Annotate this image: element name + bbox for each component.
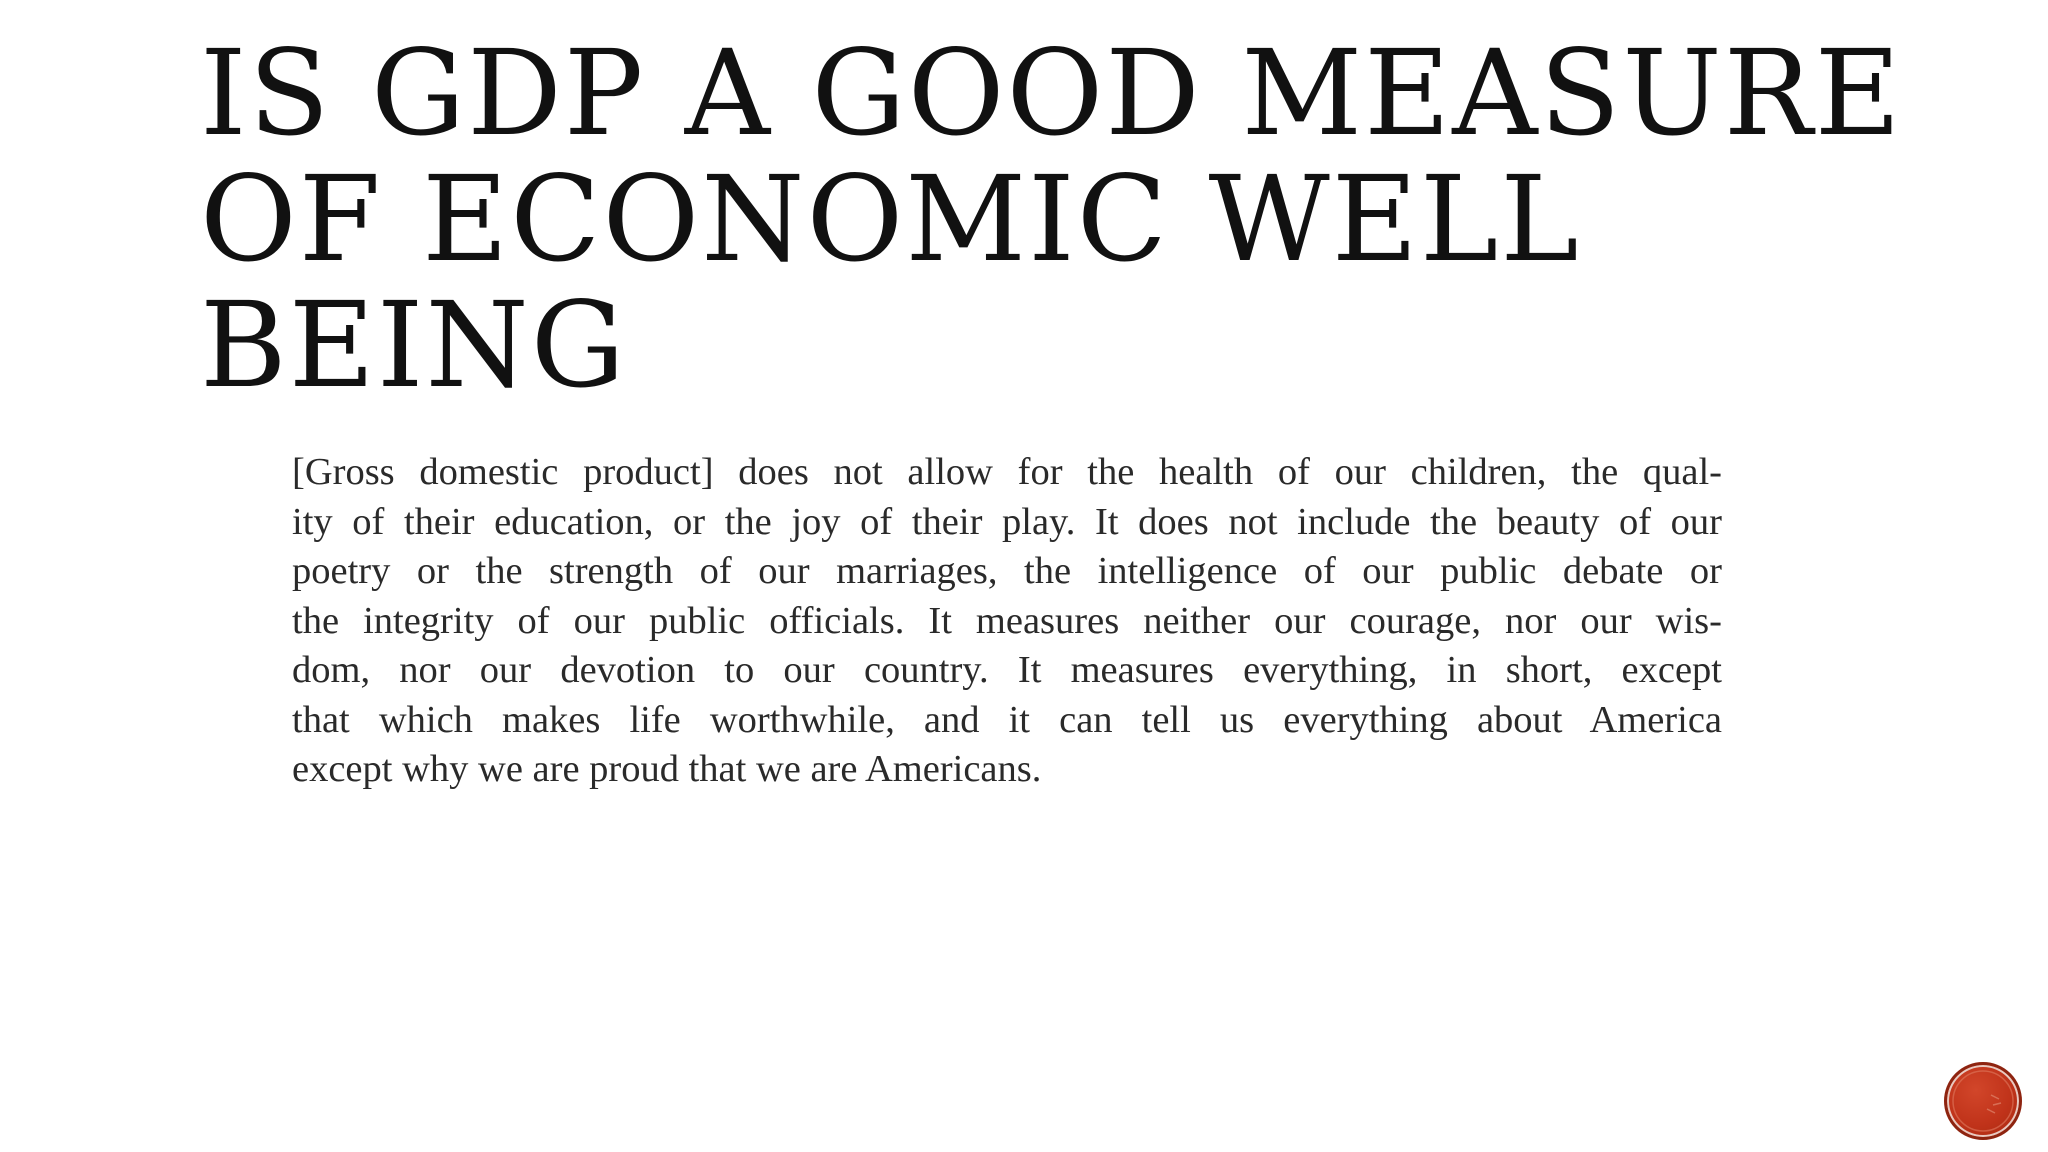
quote-line: the integrity of our public officials. It measures neither our courage, nor our wis- <box>292 599 1722 642</box>
circle-nav-icon <box>1947 1065 2019 1137</box>
quote-block <box>292 448 1722 795</box>
title-line: OF ECONOMIC WELL <box>200 150 1581 288</box>
slide-nav-button[interactable] <box>1944 1062 2022 1140</box>
quote-line: [Gross domestic product] does not allow for the health of our children, the qual- <box>292 451 1722 493</box>
quote-line: poetry or the strength of our marriages, the intelligence of our public debate or <box>292 550 1722 592</box>
title-line: BEING <box>200 276 627 414</box>
quote-line: except why we are proud that we are Americans. <box>292 748 1042 790</box>
quote-line: that which makes life worthwhile, and it can tell us everything about America <box>292 698 1722 741</box>
quote-line: dom, nor our devotion to our country. It measures everything, in short, except <box>292 649 1722 691</box>
title-line: IS GDP A GOOD MEASURE <box>200 24 1903 162</box>
quote-line: ity of their education, or the joy of their play. It does not include the beauty of our <box>292 500 1722 543</box>
slide-title <box>200 24 1920 414</box>
